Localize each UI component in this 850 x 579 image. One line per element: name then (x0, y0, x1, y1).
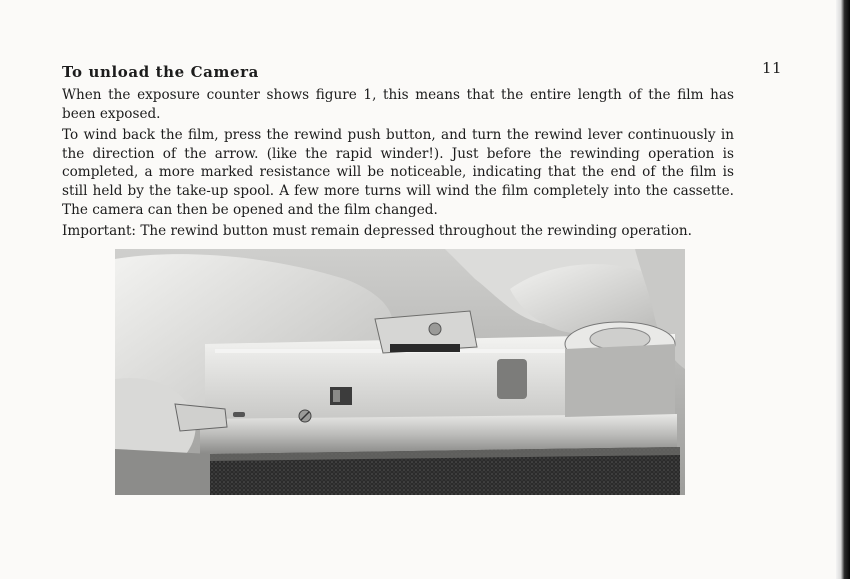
camera-photo-illustration (115, 249, 685, 495)
page-edge-shadow (836, 0, 850, 579)
paragraph-rewind-instructions: To wind back the film, press the rewind push button, and turn the rewind lever continuously in the direction of the arrow. (like the rapid winder!). Just before the rewinding operation is completed, a more marked resistance will be noticeable, indicating that the end of the film is still held by the take-up spool. A few more turns will wind the film completely into the cassette. The camera can then be opened and the film changed. (62, 127, 734, 218)
paragraph-important-note: Important: The rewind button must remain depressed throughout the rewinding operation. (62, 223, 692, 240)
body-text (62, 86, 734, 244)
page-number: 11 (762, 59, 783, 77)
camera-rewind-photo (115, 249, 685, 495)
paragraph-exposure: When the exposure counter shows figure 1, this means that the entire length of the film has been exposed. (62, 87, 734, 122)
section-heading: To unload the Camera (62, 63, 259, 81)
